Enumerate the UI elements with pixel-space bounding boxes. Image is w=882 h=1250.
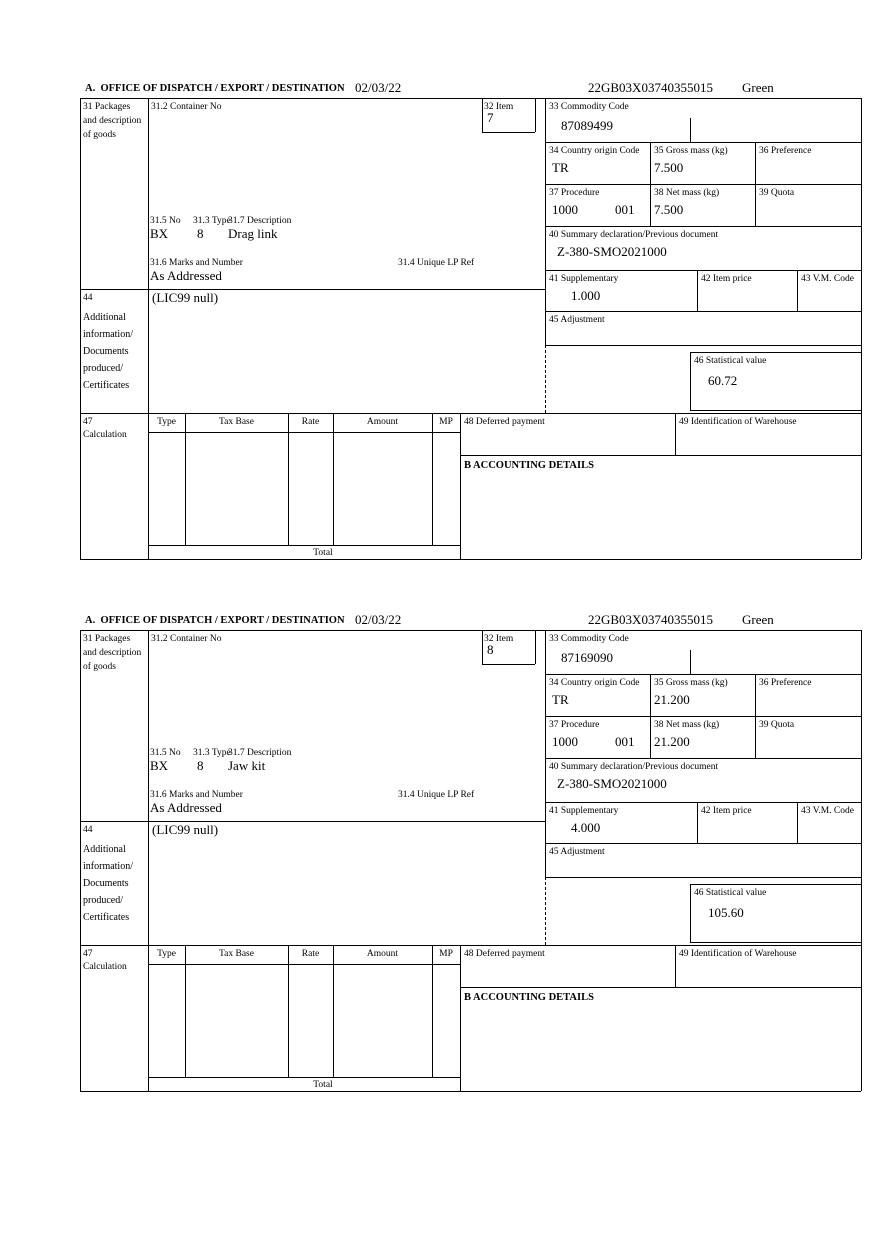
procedure-label: 37 Procedure [549,188,600,198]
accounting-details-label: B ACCOUNTING DETAILS [464,992,594,1003]
divider-line [675,945,676,987]
box47-number-label: 47 [83,417,93,427]
preference-label: 36 Preference [759,146,812,156]
warehouse-id-label: 49 Identification of Warehouse [679,949,797,959]
vm-code-label: 43 V.M. Code [801,274,854,284]
goods-description-label: 31.7 Description [228,748,292,758]
marks-and-number-label: 31.6 Marks and Number [150,258,243,268]
divider-line [545,142,861,143]
declaration-item-section [0,612,882,1094]
supplementary-label: 41 Supplementary [549,806,619,816]
calc-tax-base-header: Tax Base [219,417,254,427]
country-origin-label: 34 Country origin Code [549,146,640,156]
country-origin-value: TR [552,160,569,175]
dashed-divider-line [545,877,546,945]
border-line [861,98,862,559]
procedure-code-value: 1000 [552,734,578,749]
box44-additional-info-label: Additional information/ Documents produced/ Certificates [83,312,133,391]
quota-label: 39 Quota [759,720,795,730]
unique-lp-ref-label: 31.4 Unique LP Ref [398,258,475,268]
table-header-line [148,432,460,433]
packages-no-label: 31.5 No [150,216,181,226]
dispatch-date-value: 02/03/22 [355,612,402,627]
net-mass-label: 38 Net mass (kg) [654,720,720,730]
table-header-line [148,964,460,965]
divider-line [545,311,861,312]
summary-declaration-label: 40 Summary declaration/Previous document [549,230,719,240]
divider-line [545,758,861,759]
divider-line [545,345,861,346]
statistical-value-label: 46 Statistical value [694,888,767,898]
gross-mass-label: 35 Gross mass (kg) [654,146,728,156]
box47-calculation-label: Calculation [83,962,127,972]
office-of-dispatch-label: A. OFFICE OF DISPATCH / EXPORT / DESTINATION [85,83,345,94]
box47-calculation-label: Calculation [83,430,127,440]
gross-mass-label: 35 Gross mass (kg) [654,678,728,688]
item-label: 32 Item [484,102,514,112]
border-line [80,630,81,1091]
packages-type-label: 31.3 Type [193,748,231,758]
net-mass-label: 38 Net mass (kg) [654,188,720,198]
divider-line [545,674,861,675]
commodity-code-tick-line [690,118,691,142]
divider-line [545,226,861,227]
divider-line [690,352,861,353]
divider-line [460,455,861,456]
table-total-line [148,1077,460,1078]
divider-line [482,98,483,132]
marks-value: As Addressed [150,800,222,815]
box31-packages-label: 31 Packages and description of goods [83,102,142,140]
commodity-code-tick-line [690,650,691,674]
commodity-code-value: 87169090 [561,650,613,665]
item-price-label: 42 Item price [701,806,752,816]
divider-line [482,132,535,133]
additional-info-value: (LIC99 null) [152,290,219,305]
gross-mass-value: 21.200 [654,692,690,707]
divider-line [797,802,798,843]
box47-number-label: 47 [83,949,93,959]
declaration-form-grid [80,630,862,1092]
packages-type-label: 31.3 Type [193,216,231,226]
divider-line [460,945,461,1091]
net-mass-value: 21.200 [654,734,690,749]
table-total-line [148,545,460,546]
calc-type-header: Type [157,949,176,959]
divider-line [148,630,149,1091]
summary-declaration-label: 40 Summary declaration/Previous document [549,762,719,772]
declaration-form-grid [80,98,862,560]
item-number-value: 7 [487,110,494,125]
divider-line [545,877,861,878]
vm-code-label: 43 V.M. Code [801,806,854,816]
warehouse-id-label: 49 Identification of Warehouse [679,417,797,427]
divider-line [545,716,861,717]
package-type-value: 8 [197,226,204,241]
divider-line [482,664,535,665]
statistical-value-value: 60.72 [708,373,738,388]
calc-total-label: Total [313,1080,333,1090]
accounting-details-label: B ACCOUNTING DETAILS [464,460,594,471]
calc-rate-header: Rate [301,949,320,959]
procedure-code2-value: 001 [615,734,635,749]
declaration-reference-value: 22GB03X03740355015 [588,612,713,627]
divider-line [690,942,861,943]
adjustment-label: 45 Adjustment [549,847,605,857]
divider-line [460,987,861,988]
gross-mass-value: 7.500 [654,160,684,175]
marks-value: As Addressed [150,268,222,283]
statistical-value-value: 105.60 [708,905,744,920]
item-label: 32 Item [484,634,514,644]
border-line [80,98,81,559]
statistical-value-label: 46 Statistical value [694,356,767,366]
divider-line [80,413,861,414]
supplementary-units-value: 4.000 [571,820,601,835]
route-status-value: Green [742,612,774,627]
divider-line [690,410,861,411]
package-code-value: BX [150,758,169,773]
calc-amount-header: Amount [366,949,399,959]
route-status-value: Green [742,80,774,95]
border-line [80,630,861,631]
package-type-value: 8 [197,758,204,773]
calc-tax-base-header: Tax Base [219,949,254,959]
container-no-label: 31.2 Container No [151,102,222,112]
adjustment-label: 45 Adjustment [549,315,605,325]
dispatch-date-value: 02/03/22 [355,80,402,95]
net-mass-value: 7.500 [654,202,684,217]
packages-no-label: 31.5 No [150,748,181,758]
container-no-label: 31.2 Container No [151,634,222,644]
preference-label: 36 Preference [759,678,812,688]
divider-line [80,821,545,822]
divider-line [690,352,691,410]
divider-line [675,413,676,455]
divider-line [797,270,798,311]
country-origin-label: 34 Country origin Code [549,678,640,688]
divider-line [545,630,546,877]
package-code-value: BX [150,226,169,241]
divider-line [697,802,698,843]
calc-mp-header: MP [439,949,453,959]
declaration-reference-value: 22GB03X03740355015 [588,80,713,95]
goods-description-label: 31.7 Description [228,216,292,226]
calc-mp-header: MP [439,417,453,427]
divider-line [690,884,861,885]
divider-line [535,630,536,664]
commodity-code-label: 33 Commodity Code [549,102,629,112]
box31-packages-label: 31 Packages and description of goods [83,634,142,672]
goods-description-value: Drag link [228,226,278,241]
deferred-payment-label: 48 Deferred payment [464,417,545,427]
divider-line [482,630,483,664]
marks-and-number-label: 31.6 Marks and Number [150,790,243,800]
divider-line [535,98,536,132]
summary-declaration-value: Z-380-SMO2021000 [557,776,667,791]
divider-line [460,413,461,559]
calc-type-header: Type [157,417,176,427]
procedure-code-value: 1000 [552,202,578,217]
divider-line [545,270,861,271]
divider-line [545,98,546,345]
divider-line [80,945,861,946]
divider-line [545,184,861,185]
box44-additional-info-label: Additional information/ Documents produced/ Certificates [83,844,133,923]
additional-info-value: (LIC99 null) [152,822,219,837]
box44-number-label: 44 [83,293,93,303]
goods-description-value: Jaw kit [228,758,266,773]
border-line [861,630,862,1091]
divider-line [697,270,698,311]
supplementary-label: 41 Supplementary [549,274,619,284]
procedure-label: 37 Procedure [549,720,600,730]
box44-number-label: 44 [83,825,93,835]
divider-line [545,802,861,803]
declaration-item-section [0,80,882,562]
commodity-code-label: 33 Commodity Code [549,634,629,644]
divider-line [148,98,149,559]
calc-rate-header: Rate [301,417,320,427]
summary-declaration-value: Z-380-SMO2021000 [557,244,667,259]
quota-label: 39 Quota [759,188,795,198]
item-number-value: 8 [487,642,494,657]
deferred-payment-label: 48 Deferred payment [464,949,545,959]
office-of-dispatch-label: A. OFFICE OF DISPATCH / EXPORT / DESTINATION [85,615,345,626]
divider-line [80,289,545,290]
unique-lp-ref-label: 31.4 Unique LP Ref [398,790,475,800]
calc-amount-header: Amount [366,417,399,427]
calc-total-label: Total [313,548,333,558]
divider-line [545,843,861,844]
dashed-divider-line [545,345,546,413]
country-origin-value: TR [552,692,569,707]
procedure-code2-value: 001 [615,202,635,217]
divider-line [690,884,691,942]
commodity-code-value: 87089499 [561,118,613,133]
item-price-label: 42 Item price [701,274,752,284]
supplementary-units-value: 1.000 [571,288,601,303]
border-line [80,98,861,99]
